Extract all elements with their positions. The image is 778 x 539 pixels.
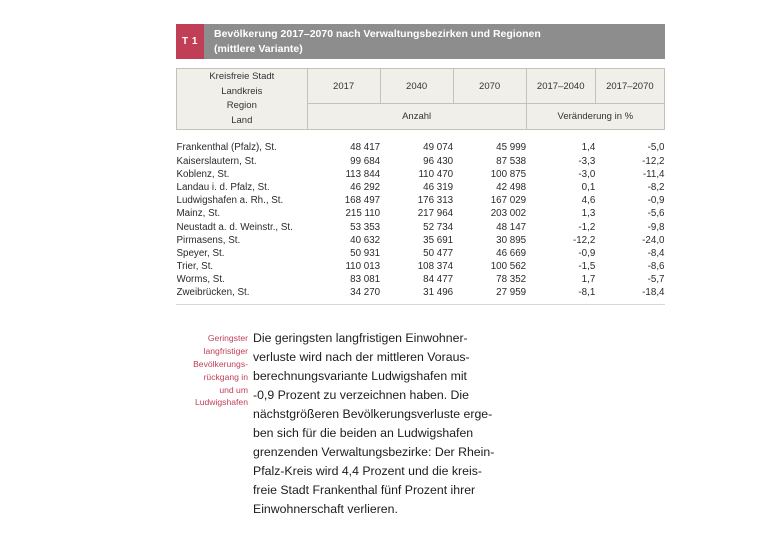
- table-row: [177, 207, 665, 220]
- cell-region-name: Worms, St.: [176, 274, 225, 286]
- stub-line-2: Landkreis: [221, 85, 263, 97]
- cell-2070: 100 875: [490, 168, 527, 180]
- cell-2017: 113 844: [345, 168, 381, 180]
- margin-note: [172, 332, 248, 409]
- table-bottom-rule: [176, 304, 665, 305]
- cell-2017: 168 497: [344, 195, 381, 207]
- margin-note-line: Geringster: [207, 333, 248, 343]
- margin-note-line: langfristiger: [203, 345, 248, 356]
- cell-change-2017-2040: -1,2: [578, 221, 596, 233]
- cell-2070: 100 562: [490, 261, 527, 273]
- cell-change-2017-2070: -8,2: [647, 181, 665, 193]
- stub-line-3: Region: [226, 100, 257, 112]
- population-table: [176, 68, 665, 299]
- margin-note-line: Bevölkerungs-: [193, 358, 248, 369]
- cell-region-name: Trier, St.: [176, 261, 214, 273]
- cell-2040: 110 470: [418, 168, 454, 180]
- group-header-veraenderung: Veränderung in %: [526, 104, 664, 130]
- cell-change-2017-2040: 1,3: [581, 208, 596, 220]
- cell-2017: 215 110: [345, 208, 381, 220]
- table-title-line-2: (mittlere Variante): [214, 42, 303, 55]
- body-text-line: grenzenden Verwaltungsbezirke: Der Rhein-: [253, 445, 495, 459]
- cell-change-2017-2070: -5,7: [647, 274, 665, 286]
- cell-change-2017-2070: -9,8: [647, 221, 665, 233]
- cell-2040: 108 374: [417, 261, 454, 273]
- stub-line-4: Land: [231, 115, 253, 127]
- cell-change-2017-2070: -18,4: [642, 287, 665, 299]
- cell-region-name: Frankenthal (Pfalz), St.: [176, 142, 277, 154]
- cell-2017: 48 417: [350, 142, 381, 154]
- cell-2040: 31 496: [423, 287, 454, 299]
- stub-line-1: Kreisfreie Stadt: [209, 70, 275, 82]
- col-header-2070: 2070: [453, 69, 526, 104]
- cell-change-2017-2070: -11,4: [642, 168, 665, 180]
- body-paragraph: [253, 329, 505, 519]
- col-header-2017: 2017: [307, 69, 380, 104]
- cell-change-2017-2040: -0,9: [578, 247, 596, 259]
- table-row: [177, 181, 665, 194]
- table-title: [204, 24, 665, 59]
- cell-region-name: Koblenz, St.: [176, 168, 230, 180]
- cell-change-2017-2070: -12,2: [642, 155, 665, 167]
- cell-change-2017-2040: 1,7: [581, 274, 596, 286]
- cell-2017: 40 632: [350, 234, 381, 246]
- table-row: [177, 260, 665, 273]
- cell-2017: 46 292: [350, 181, 381, 193]
- cell-change-2017-2070: -8,6: [647, 261, 665, 273]
- cell-change-2017-2070: -8,4: [647, 247, 665, 259]
- margin-note-line: und um: [219, 384, 248, 395]
- col-header-change-2017-2040: 2017–2040: [526, 69, 595, 104]
- cell-2040: 217 964: [417, 208, 454, 220]
- cell-2040: 46 319: [423, 181, 454, 193]
- table-title-line-1: Bevölkerung 2017–2070 nach Verwaltungsbezirken und Regionen: [214, 28, 541, 40]
- cell-change-2017-2070: -0,9: [647, 195, 665, 207]
- table-row: [177, 234, 665, 247]
- statistics-table-region: [176, 24, 665, 305]
- cell-2040: 50 477: [423, 247, 454, 259]
- cell-2017: 34 270: [350, 287, 381, 299]
- cell-change-2017-2040: -3,0: [578, 168, 596, 180]
- table-row: [177, 286, 665, 299]
- cell-2040: 96 430: [423, 155, 454, 167]
- cell-2070: 48 147: [496, 221, 527, 233]
- cell-region-name: Ludwigshafen a. Rh., St.: [176, 195, 284, 207]
- cell-change-2017-2040: -12,2: [572, 234, 596, 246]
- cell-2070: 87 538: [496, 155, 527, 167]
- cell-2017: 53 353: [350, 221, 381, 233]
- table-tag-badge: T 1: [176, 24, 204, 59]
- cell-2040: 176 313: [417, 195, 454, 207]
- table-row: [177, 168, 665, 181]
- cell-region-name: Zweibrücken, St.: [176, 287, 250, 299]
- cell-2070: 78 352: [496, 274, 527, 286]
- body-text-line: verluste wird nach der mittleren Voraus-: [253, 350, 470, 364]
- cell-2070: 30 895: [496, 234, 527, 246]
- cell-2070: 46 669: [496, 247, 527, 259]
- table-row: [177, 273, 665, 286]
- cell-2040: 49 074: [423, 142, 454, 154]
- body-text-line: Die geringsten langfristigen Einwohner-: [253, 331, 468, 345]
- col-header-change-2017-2070: 2017–2070: [595, 69, 664, 104]
- cell-region-name: Speyer, St.: [176, 247, 225, 259]
- col-header-2040: 2040: [380, 69, 453, 104]
- table-body: [177, 130, 665, 300]
- table-row: [177, 194, 665, 207]
- cell-2070: 167 029: [490, 195, 527, 207]
- table-row: [177, 130, 665, 155]
- cell-2017: 99 684: [350, 155, 381, 167]
- body-text-line: nächstgrößeren Bevölkerungsverluste erge-: [253, 407, 493, 421]
- cell-2070: 27 959: [496, 287, 527, 299]
- cell-change-2017-2040: 1,4: [581, 142, 596, 154]
- table-row: [177, 247, 665, 260]
- margin-note-line: rückgang in: [203, 371, 248, 382]
- table-title-bar: [176, 24, 665, 59]
- cell-change-2017-2070: -5,6: [647, 208, 665, 220]
- cell-change-2017-2040: 0,1: [581, 181, 596, 193]
- cell-2040: 35 691: [423, 234, 454, 246]
- stub-header: [177, 69, 308, 130]
- cell-region-name: Mainz, St.: [176, 208, 221, 220]
- cell-change-2017-2070: -5,0: [647, 142, 665, 154]
- cell-change-2017-2040: -8,1: [578, 287, 596, 299]
- body-text-line: Einwohnerschaft verlieren.: [253, 502, 398, 516]
- cell-2070: 203 002: [490, 208, 527, 220]
- body-text-line: berechnungsvariante Ludwigshafen mit: [253, 369, 467, 383]
- cell-2017: 50 931: [350, 247, 381, 259]
- body-text-line: Pfalz-Kreis wird 4,4 Prozent und die kreis-: [253, 464, 482, 478]
- cell-change-2017-2040: -1,5: [578, 261, 596, 273]
- cell-2040: 84 477: [423, 274, 454, 286]
- cell-change-2017-2070: -24,0: [642, 234, 665, 246]
- table-row: [177, 220, 665, 233]
- cell-2017: 110 013: [345, 261, 381, 273]
- body-text-line: freie Stadt Frankenthal fünf Prozent ihrer: [253, 483, 476, 497]
- cell-change-2017-2040: -3,3: [578, 155, 596, 167]
- cell-2070: 45 999: [496, 142, 527, 154]
- cell-region-name: Pirmasens, St.: [176, 234, 241, 246]
- cell-region-name: Neustadt a. d. Weinstr., St.: [176, 221, 293, 233]
- table-row: [177, 154, 665, 167]
- table-header: [177, 69, 665, 130]
- cell-region-name: Kaiserslautern, St.: [176, 155, 257, 167]
- cell-2070: 42 498: [496, 181, 527, 193]
- margin-note-line: Ludwigshafen: [194, 397, 248, 408]
- cell-2017: 83 081: [350, 274, 381, 286]
- group-header-anzahl: Anzahl: [307, 104, 526, 130]
- body-text-line: ben sich für die beiden an Ludwigshafen: [253, 426, 474, 440]
- cell-2040: 52 734: [423, 221, 454, 233]
- cell-change-2017-2040: 4,6: [581, 195, 596, 207]
- cell-region-name: Landau i. d. Pfalz, St.: [176, 181, 270, 193]
- body-text-line: -0,9 Prozent zu verzeichnen haben. Die: [253, 388, 470, 402]
